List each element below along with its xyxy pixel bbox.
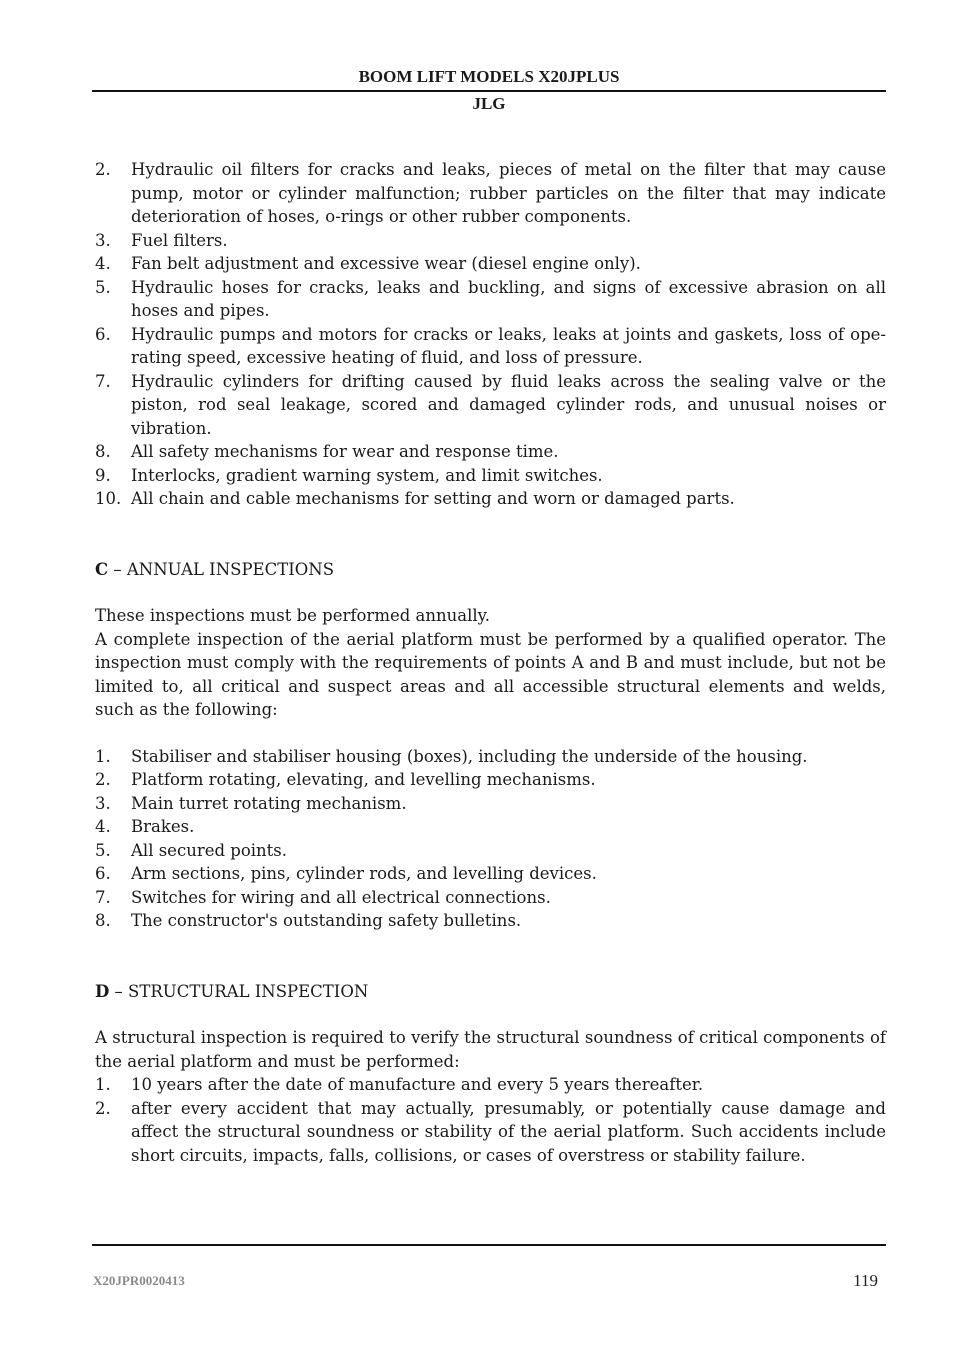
section-d-title: – STRUCTURAL INSPECTION	[109, 981, 369, 1001]
list-item: 1. 10 years after the date of manufacture and every 5 years thereafter.	[95, 1075, 704, 1094]
list-item: 9. Interlocks, gradient warning system, and limit switches.	[95, 465, 603, 485]
list-item: 8. All safety mechanisms for wear and response time.	[95, 442, 559, 461]
list-item: 2. after every accident that may actually, presumably, or potentially cause damage and affect the structural soundness or stability of the aerial platform. Such accidents include short circuits, impacts, falls, collisions, or cases of overstress or stability failure.	[95, 1098, 886, 1165]
section-d-heading	[95, 980, 886, 1004]
list-item: 7. Hydraulic cylinders for drifting caused by fluid leaks across the sealing valve or the piston, rod seal leakage, scored and damaged cylinder rods, and unusual noises or vibration.	[95, 371, 886, 438]
section-c-paragraph: These inspections must be performed annually.	[95, 606, 491, 625]
header-title: BOOM LIFT MODELS X20JPLUS	[92, 66, 886, 92]
header-subtitle: JLG	[472, 94, 506, 113]
section-d-letter: D	[95, 981, 110, 1001]
footer-divider	[92, 1244, 886, 1246]
list-section-b	[95, 158, 886, 511]
list-item: 3. Fuel filters.	[95, 230, 228, 250]
list-item: 2. Platform rotating, elevating, and levelling mechanisms.	[95, 770, 596, 789]
section-c-letter: C	[95, 559, 109, 579]
list-item: 5. All secured points.	[95, 840, 288, 860]
list-item: 3. Main turret rotating mechanism.	[95, 793, 407, 813]
list-item: 5. Hydraulic hoses for cracks, leaks and buckling, and signs of excessive abrasion on all hoses and pipes.	[95, 277, 886, 320]
section-d-paragraph: A structural inspection is required to verify the structural soundness of critical components of the aerial platform and must be performed:	[95, 1028, 886, 1071]
page-content	[95, 158, 886, 1167]
list-section-d	[95, 1073, 886, 1167]
list-item: 10. All chain and cable mechanisms for setting and worn or damaged parts.	[95, 489, 735, 508]
list-item: 4. Fan belt adjustment and excessive wear (diesel engine only).	[95, 254, 641, 273]
list-item: 6. Arm sections, pins, cylinder rods, and levelling devices.	[95, 864, 597, 883]
section-c-heading	[95, 558, 886, 582]
list-section-c	[95, 745, 886, 933]
section-c-paragraph: A complete inspection of the aerial platform must be performed by a qualified operator. The inspection must comply with the requirements of points A and B and must include, but not be limited to, all critical and suspect areas and all accessible structural elements and welds, such as the following:	[95, 629, 886, 719]
list-item: 6. Hydraulic pumps and motors for cracks or leaks, leaks at joints and gaskets, loss of ope-rating speed, excessive heating of fluid, and loss of pressure.	[95, 324, 886, 367]
page-number: 119	[853, 1271, 878, 1290]
list-item: 1. Stabiliser and stabiliser housing (boxes), including the underside of the housing.	[95, 746, 808, 766]
list-item: 4. Brakes.	[95, 817, 195, 836]
list-item: 7. Switches for wiring and all electrical connections.	[95, 887, 551, 907]
list-item: 8. The constructor's outstanding safety bulletins.	[95, 911, 522, 930]
document-code: X20JPR0020413	[93, 1273, 185, 1288]
list-item: 2. Hydraulic oil filters for cracks and leaks, pieces of metal on the filter that may cause pump, motor or cylinder malfunction; rubber particles on the filter that may indicate deterioration of hoses, o-rings or other rubber components.	[95, 160, 886, 226]
page-header	[92, 66, 886, 116]
section-c-title: – ANNUAL INSPECTIONS	[108, 559, 335, 579]
